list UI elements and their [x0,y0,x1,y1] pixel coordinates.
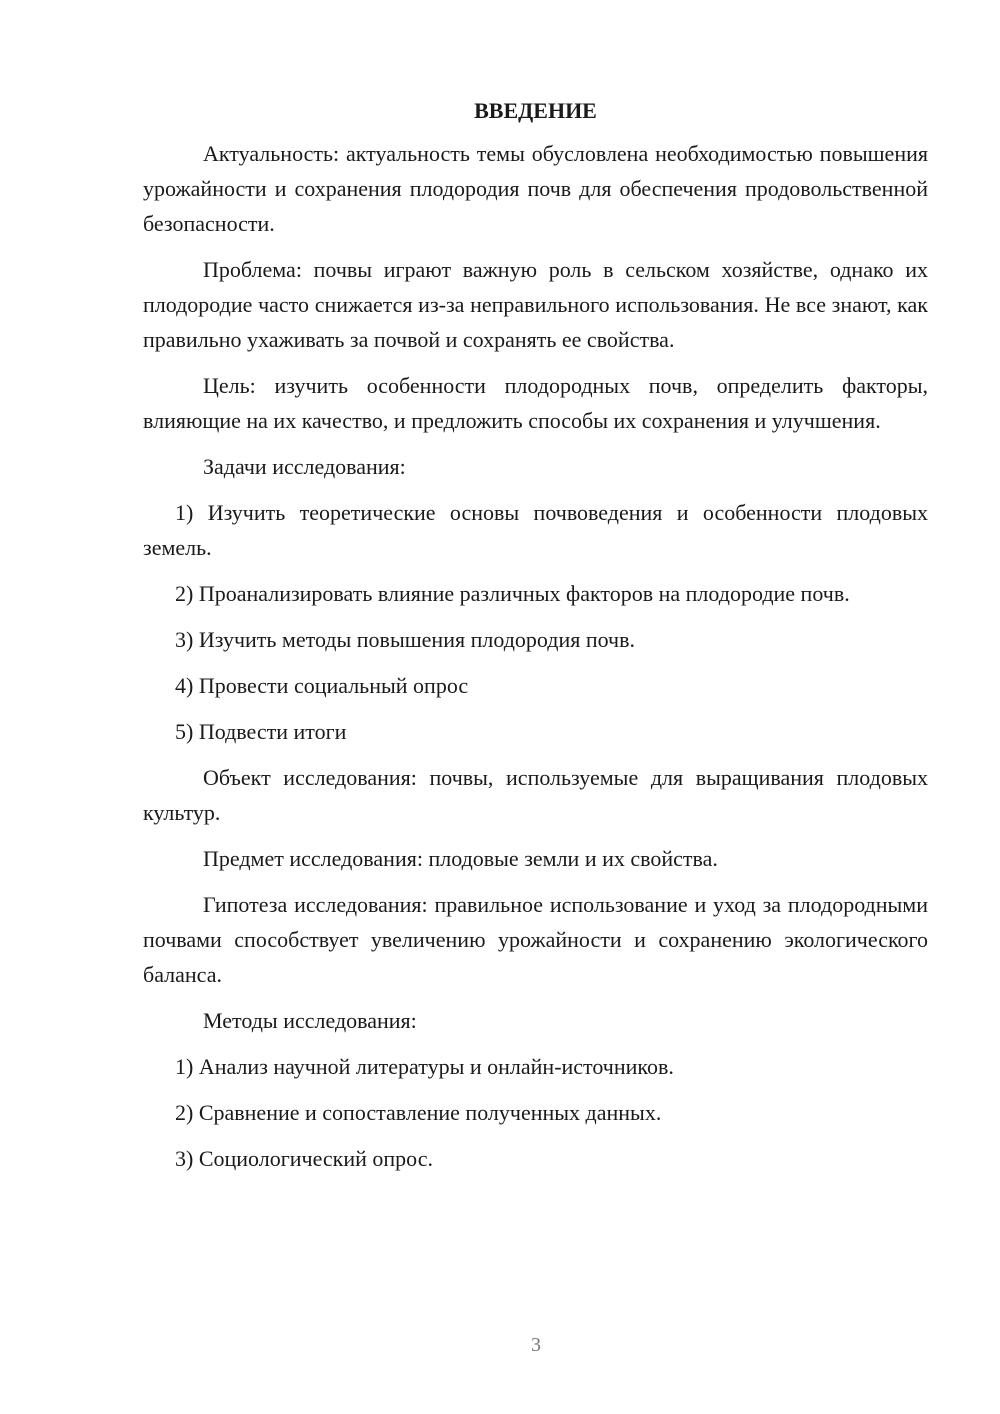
paragraph-goal: Цель: изучить особенности плодородных почв, определить факторы, влияющие на их качество, и предложить способы их сохранения и улучшения. [143,373,928,433]
page-number: 3 [531,1334,541,1356]
paragraph-tasks-heading: Задачи исследования: [203,454,406,479]
paragraph-subject: Предмет исследования: плодовые земли и их свойства. [203,846,718,871]
paragraph-hypothesis: Гипотеза исследования: правильное использование и уход за плодородными почвами способствует увеличению урожайности и сохранению экологического баланса. [143,892,928,987]
paragraph-relevance: Актуальность: актуальность темы обусловлена необходимостью повышения урожайности и сохранения плодородия почв для обеспечения продовольственной безопасности. [143,141,928,236]
paragraph-methods-heading: Методы исследования: [203,1008,417,1033]
method-item-3: 3) Социологический опрос. [175,1146,433,1171]
method-item-2: 2) Сравнение и сопоставление полученных данных. [175,1100,662,1125]
task-item-5: 5) Подвести итоги [175,719,347,744]
task-item-1: 1) Изучить теоретические основы почвоведения и особенности плодовых земель. [143,500,928,560]
document-body [143,96,928,1187]
method-item-1: 1) Анализ научной литературы и онлайн-источников. [175,1054,674,1079]
page-title: ВВЕДЕНИЕ [474,98,597,123]
task-item-2: 2) Проанализировать влияние различных факторов на плодородие почв. [175,581,850,606]
task-item-3: 3) Изучить методы повышения плодородия почв. [175,627,636,652]
paragraph-object: Объект исследования: почвы, используемые для выращивания плодовых культур. [143,765,928,825]
paragraph-problem: Проблема: почвы играют важную роль в сельском хозяйстве, однако их плодородие часто снижается из-за неправильного использования. Не все знают, как правильно ухаживать за почвой и сохранять ее свойства. [143,257,928,352]
task-item-4: 4) Провести социальный опрос [175,673,469,698]
